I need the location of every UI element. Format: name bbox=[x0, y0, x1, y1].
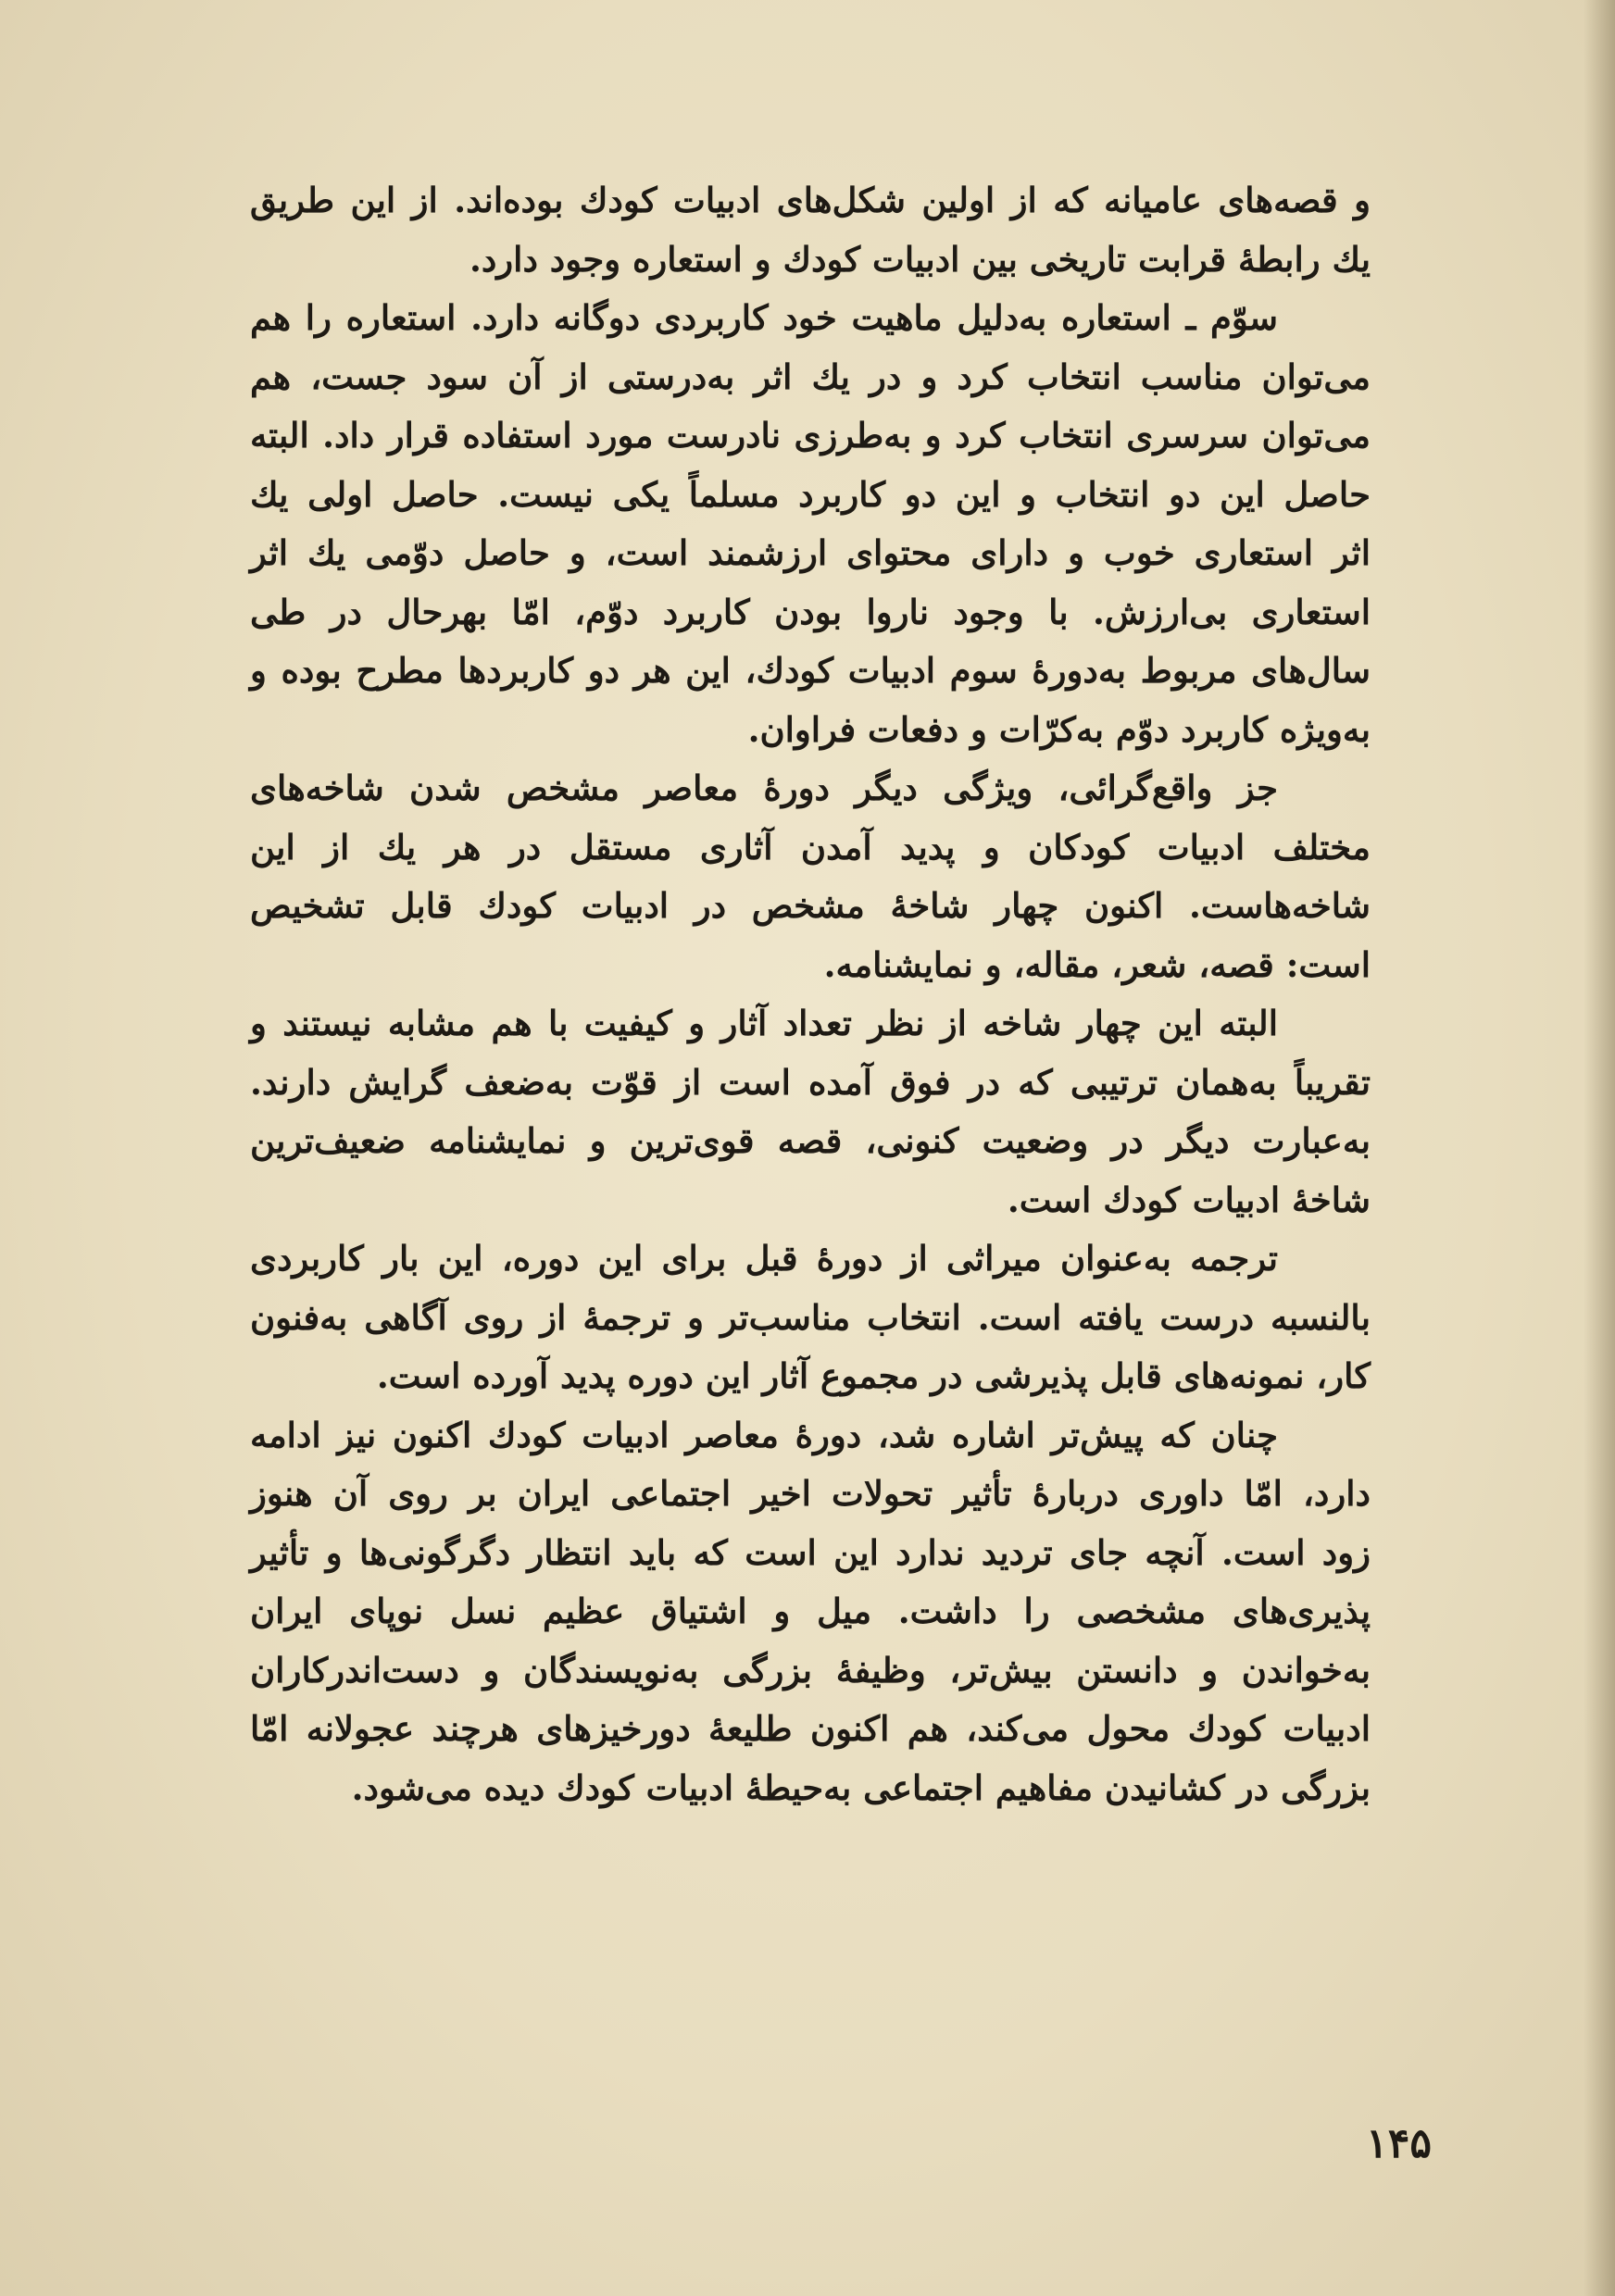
text-line: می‌توان مناسب انتخاب کرد و در یك اثر به‌درستی از آن سود جست، هم bbox=[250, 356, 1371, 397]
text-line: زود است. آنچه جای تردید ندارد این است که باید انتظار دگرگونی‌ها و تأثیر bbox=[250, 1531, 1371, 1573]
text-line: است: قصه، شعر، مقاله، و نمایشنامه. bbox=[823, 943, 1371, 985]
page-number: ۱۴۵ bbox=[1366, 2120, 1432, 2167]
text-line: شاخهٔ ادبیات کودك است. bbox=[1007, 1179, 1371, 1220]
text-line: سوّم ـ استعاره به‌دلیل ماهیت خود کاربردی دوگانه دارد. استعاره را هم bbox=[250, 297, 1278, 338]
text-line: ادبیات کودك محول می‌کند، هم اکنون طلیعهٔ دورخیزهای هرچند عجولانه امّا bbox=[250, 1708, 1371, 1749]
text-line: یك رابطهٔ قرابت تاریخی بین ادبیات کودك و استعاره وجود دارد. bbox=[469, 238, 1371, 280]
text-line: و قصه‌های عامیانه که از اولین شکل‌های ادبیات کودك بوده‌اند. از این طریق bbox=[250, 180, 1371, 220]
text-line: بالنسبه درست یافته است. انتخاب مناسب‌تر و ترجمهٔ از روی آگاهی به‌فنون bbox=[250, 1296, 1371, 1338]
text-line: پذیری‌های مشخصی را داشت. میل و اشتیاق عظیم نسل نوپای ایران bbox=[250, 1591, 1371, 1631]
text-line: تقریباً به‌همان ترتیبی که در فوق آمده است از قوّت به‌ضعف گرایش دارند. bbox=[250, 1061, 1371, 1103]
text-line: البته این چهار شاخه از نظر تعداد آثار و کیفیت با هم مشابه نیستند و bbox=[250, 1003, 1278, 1043]
text-line: سال‌های مربوط به‌دورهٔ سوم ادبیات کودك، این هر دو کاربردها مطرح بوده و bbox=[250, 650, 1371, 691]
text-line: کار، نمونه‌های قابل پذیرشی در مجموع آثار این دوره پدید آورده است. bbox=[376, 1355, 1371, 1396]
text-line: مختلف ادبیات کودکان و پدید آمدن آثاری مستقل در هر یك از این bbox=[250, 826, 1371, 867]
text-line: به‌عبارت دیگر در وضعیت کنونی، قصه قوی‌ترین و نمایشنامه ضعیف‌ترین bbox=[250, 1120, 1371, 1161]
body-text bbox=[250, 171, 1371, 1817]
text-line: به‌خواندن و دانستن بیش‌تر، وظیفهٔ بزرگی به‌نویسندگان و دست‌اندرکاران bbox=[250, 1649, 1371, 1691]
text-line: اثر استعاری خوب و دارای محتوای ارزشمند است، و حاصل دوّمی یك اثر bbox=[250, 532, 1371, 573]
text-line: بزرگی در کشانیدن مفاهیم اجتماعی به‌حیطهٔ ادبیات کودك دیده می‌شود. bbox=[351, 1766, 1371, 1808]
text-line: ترجمه به‌عنوان میراثی از دورهٔ قبل برای این دوره، این بار کاربردی bbox=[250, 1238, 1278, 1279]
page-edge-shadow bbox=[1584, 0, 1615, 2296]
text-line: حاصل این دو انتخاب و این دو کاربرد مسلماً یکی نیست. حاصل اولی یك bbox=[250, 473, 1371, 515]
text-line: دارد، امّا داوری دربارهٔ تأثیر تحولات اخیر اجتماعی ایران بر روی آن هنوز bbox=[250, 1473, 1371, 1514]
text-line: به‌ویژه کاربرد دوّم به‌کرّات و دفعات فراوان. bbox=[747, 708, 1371, 750]
text-line: شاخه‌هاست. اکنون چهار شاخهٔ مشخص در ادبیات کودك قابل تشخیص bbox=[250, 885, 1371, 926]
text-line: جز واقع‌گرائی، ویژگی دیگر دورهٔ معاصر مشخص شدن شاخه‌های bbox=[250, 767, 1278, 808]
text-line: می‌توان سرسری انتخاب کرد و به‌طرزی نادرست مورد استفاده قرار داد. البته bbox=[250, 415, 1371, 455]
text-line: استعاری بی‌ارزش. با وجود ناروا بودن کاربرد دوّم، امّا بهرحال در طی bbox=[250, 591, 1371, 632]
text-line: چنان که پیش‌تر اشاره شد، دورهٔ معاصر ادبیات کودك اکنون نیز ادامه bbox=[250, 1414, 1278, 1455]
